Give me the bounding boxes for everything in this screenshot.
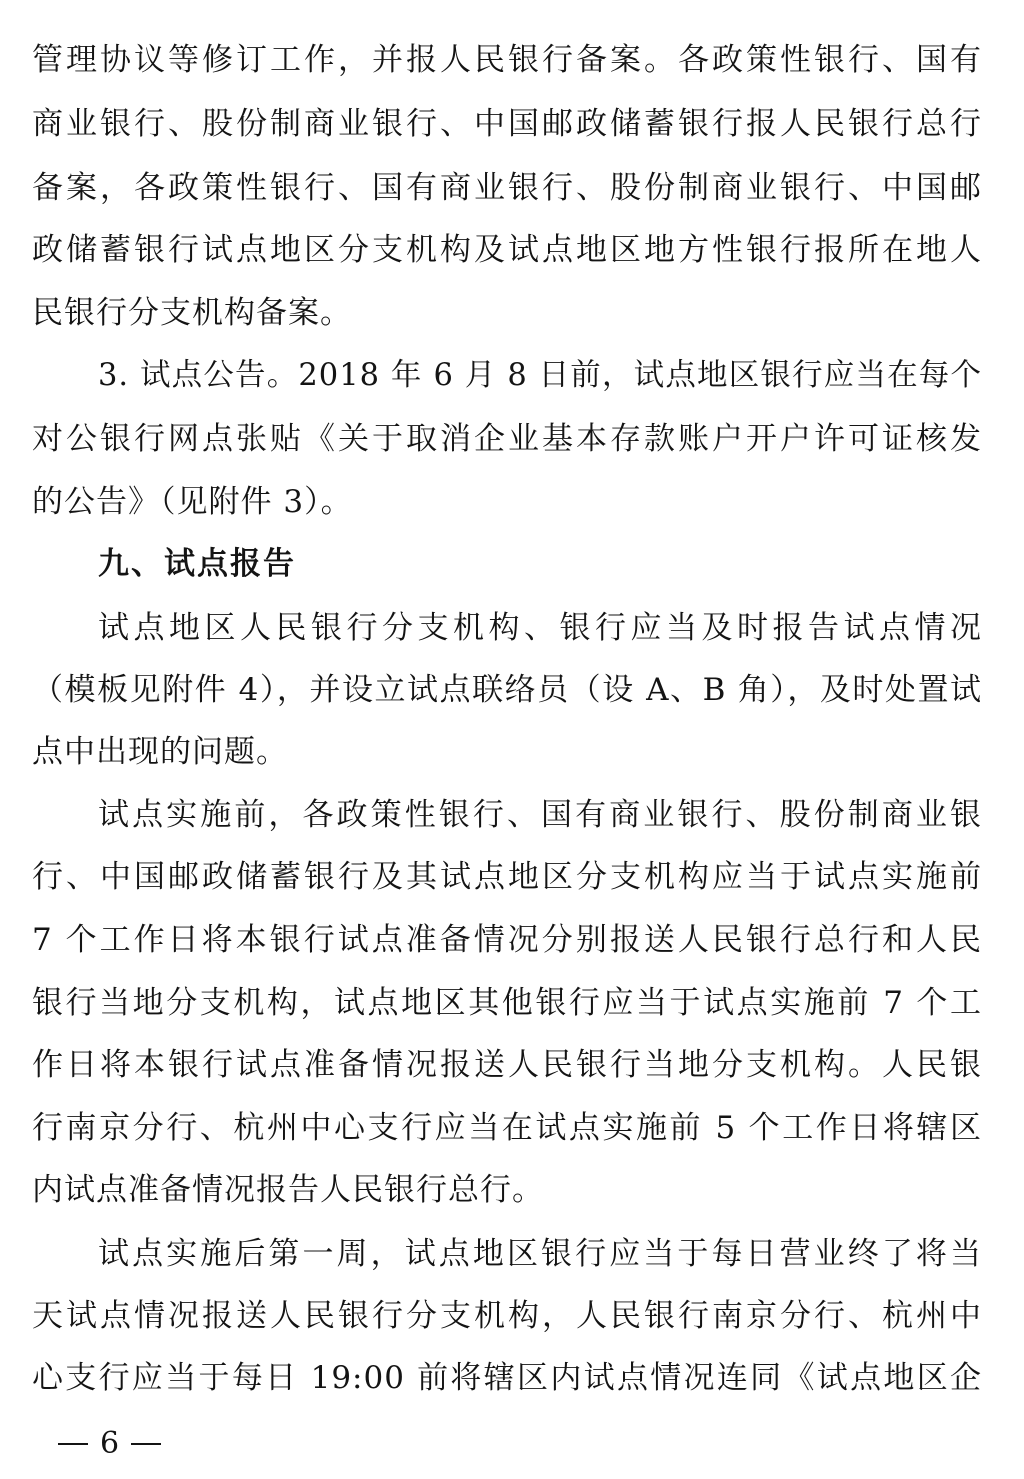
body-line-1: 管理协议等修订工作，并报人民银行备案。各政策性银行、国有 xyxy=(32,42,982,78)
page-number-right-dash xyxy=(131,1443,161,1445)
body-line-3: 备案，各政策性银行、国有商业银行、股份制商业银行、中国邮 xyxy=(32,170,982,206)
body-line-12: 点中出现的问题。 xyxy=(32,734,288,770)
page-number-left-dash xyxy=(58,1443,88,1445)
body-line-16: 银行当地分支机构，试点地区其他银行应当于试点实施前 7 个工 xyxy=(32,985,982,1021)
body-line-15: 7 个工作日将本银行试点准备情况分别报送人民银行总行和人民 xyxy=(32,922,982,958)
body-line-11: （模板见附件 4），并设立试点联络员（设 A、B 角），及时处置试 xyxy=(32,672,982,708)
body-line-21: 天试点情况报送人民银行分支机构，人民银行南京分行、杭州中 xyxy=(32,1298,982,1334)
body-line-18: 行南京分行、杭州中心支行应当在试点实施前 5 个工作日将辖区 xyxy=(32,1110,982,1146)
body-line-13: 试点实施前，各政策性银行、国有商业银行、股份制商业银 xyxy=(98,797,982,833)
body-line-17: 作日将本银行试点准备情况报送人民银行当地分支机构。人民银 xyxy=(32,1047,982,1083)
body-line-6: 3. 试点公告。2018 年 6 月 8 日前，试点地区银行应当在每个 xyxy=(98,358,982,393)
page-number-value: 6 xyxy=(100,1426,120,1461)
body-line-7: 对公银行网点张贴《关于取消企业基本存款账户开户许可证核发 xyxy=(32,421,982,457)
body-line-10: 试点地区人民银行分支机构、银行应当及时报告试点情况 xyxy=(98,610,982,646)
body-line-5: 民银行分支机构备案。 xyxy=(32,295,352,331)
page-number xyxy=(58,1424,161,1464)
body-line-2: 商业银行、股份制商业银行、中国邮政储蓄银行报人民银行总行 xyxy=(32,106,982,142)
body-line-4: 政储蓄银行试点地区分支机构及试点地区地方性银行报所在地人 xyxy=(32,232,982,268)
body-line-8: 的公告》（见附件 3）。 xyxy=(32,484,353,520)
body-line-20: 试点实施后第一周，试点地区银行应当于每日营业终了将当 xyxy=(98,1236,982,1272)
body-line-19: 内试点准备情况报告人民银行总行。 xyxy=(32,1172,544,1208)
body-line-22: 心支行应当于每日 19:00 前将辖区内试点情况连同《试点地区企 xyxy=(32,1360,982,1396)
section-heading: 九、试点报告 xyxy=(98,546,296,582)
body-line-14: 行、中国邮政储蓄银行及其试点地区分支机构应当于试点实施前 xyxy=(32,859,982,895)
